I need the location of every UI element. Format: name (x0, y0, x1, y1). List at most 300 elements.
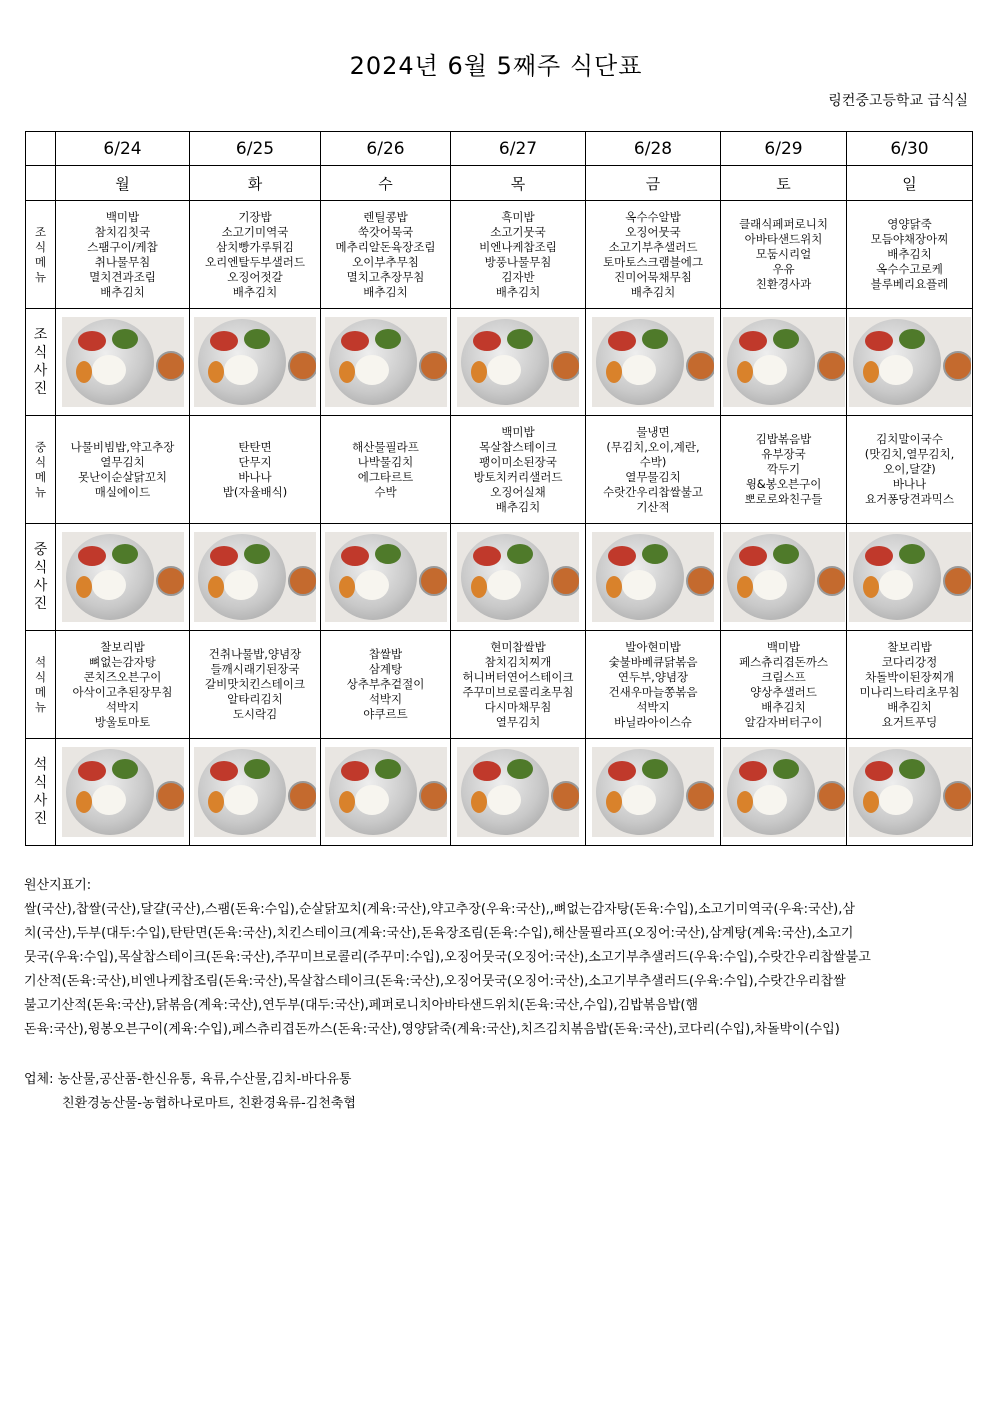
food-bowl (551, 351, 579, 381)
lunch-menu-cell (586, 416, 721, 524)
menu-item: 오리엔탈두부샐러드 (205, 254, 305, 269)
food-rice (224, 355, 258, 385)
origin-line: 불고기산적(돈육:국산),닭볶음(계육:국산),연두부(대두:국산),페퍼로니치아바타샌드위치(돈육:국산,수입),김밥볶음밥(햄 (24, 998, 699, 1013)
menu-items (721, 416, 846, 523)
meal-photo (592, 747, 714, 837)
food-bowl (551, 566, 579, 596)
origin-line: 쌀(국산),찹쌀(국산),달걀(국산),스팸(돈육:수입),순살닭꼬치(계육:국산),약고추장(우육:국산),,뼈없는감자탕(돈육:수입),소고기미역국(우육:국산),삼 (24, 902, 855, 917)
meal-photo (849, 532, 971, 622)
menu-item: 석박지 (636, 699, 670, 714)
food-rice (622, 570, 656, 600)
breakfast-photo-cell (721, 309, 847, 416)
row-label-char: 메 (34, 469, 47, 484)
food-side1 (865, 546, 893, 566)
lunch-menu-cell (721, 416, 847, 524)
food-side2 (112, 759, 138, 779)
menu-items (190, 201, 320, 308)
dinner-menu-cell (451, 631, 586, 739)
menu-item: 오이부추무침 (352, 254, 419, 269)
meal-photo (457, 747, 579, 837)
lunch-photo-cell (451, 524, 586, 631)
meal-photo (723, 532, 845, 622)
food-side2 (244, 544, 270, 564)
dinner-menu-cell (586, 631, 721, 739)
menu-item: 렌틸콩밥 (363, 209, 408, 224)
food-side1 (78, 761, 106, 781)
menu-item: 배추김치 (100, 284, 145, 299)
food-side2 (112, 329, 138, 349)
food-bowl (686, 351, 714, 381)
menu-item: 멸치견과조림 (89, 269, 156, 284)
menu-item: 김밥볶음밥 (755, 432, 812, 446)
row-label-char: 석 (33, 757, 48, 773)
food-side3 (76, 791, 92, 813)
menu-item: 찹쌀밥 (368, 647, 403, 661)
meal-photo (592, 317, 714, 407)
menu-item: 페스츄리겹돈까스 (739, 654, 828, 669)
food-bowl (817, 781, 845, 811)
school-name: 링컨중고등학교 급식실 (828, 93, 968, 109)
food-bowl (156, 566, 184, 596)
food-bowl (686, 566, 714, 596)
food-bowl (288, 781, 316, 811)
menu-item: 옥수수알밥 (625, 209, 681, 224)
menu-item: 유부장국 (761, 447, 806, 461)
food-bowl (943, 566, 971, 596)
dinner-photo-cell (586, 739, 721, 846)
menu-items (847, 416, 972, 523)
menu-items (451, 416, 585, 523)
food-side3 (339, 576, 355, 598)
food-bowl (419, 351, 447, 381)
lunch-menu-cell (190, 416, 321, 524)
menu-item: 찰보리밥 (887, 639, 932, 654)
lunch-photo-cell (721, 524, 847, 631)
food-side3 (208, 576, 224, 598)
menu-items (451, 201, 585, 308)
weekday-cell: 일 (847, 166, 973, 201)
menu-item: 백미밥 (766, 639, 801, 654)
menu-item: 참치김치찌개 (484, 654, 552, 669)
menu-items (586, 416, 720, 523)
menu-item: 알감자버터구이 (744, 714, 823, 729)
menu-items (847, 201, 972, 308)
food-bowl (943, 781, 971, 811)
food-rice (355, 785, 389, 815)
menu-item: 팽이미소된장국 (479, 454, 557, 469)
meal-photo (325, 317, 447, 407)
breakfast-menu-cell (451, 201, 586, 309)
food-side1 (210, 761, 238, 781)
breakfast-menu-cell (190, 201, 321, 309)
lunch-menu-cell (56, 416, 190, 524)
date-cell: 6/24 (56, 132, 190, 166)
food-rice (92, 785, 126, 815)
menu-item: 상추부추겉절이 (346, 677, 425, 691)
breakfast-photo-cell (586, 309, 721, 416)
food-rice (224, 570, 258, 600)
row-label-char: 진 (33, 811, 48, 827)
menu-item: 찰보리밥 (100, 639, 145, 654)
vendor-line: 업체: 농산물,공산품-한신유통, 육류,수산물,김치-바다유통 (24, 1072, 352, 1087)
food-bowl (943, 351, 971, 381)
row-label (26, 201, 56, 309)
origin-heading: 원산지표기: (24, 878, 92, 893)
menu-item: 소고기미역국 (221, 224, 289, 239)
date-cell: 6/26 (321, 132, 451, 166)
menu-items (56, 201, 189, 308)
food-side2 (244, 759, 270, 779)
meal-photo (194, 747, 316, 837)
menu-item: 수박 (374, 484, 397, 499)
menu-item: 건취나물밥,양념장 (208, 647, 302, 661)
menu-item: 현미찹쌀밥 (490, 639, 546, 654)
food-rice (753, 355, 787, 385)
menu-item: 뼈없는감자탕 (89, 654, 156, 669)
food-side2 (899, 329, 925, 349)
food-side1 (210, 331, 238, 351)
menu-item: 멸치고추장무침 (346, 269, 425, 284)
meal-photo (62, 747, 184, 837)
breakfast-photo-cell (847, 309, 973, 416)
food-rice (879, 570, 913, 600)
food-side3 (863, 791, 879, 813)
row-label (26, 416, 56, 524)
food-side3 (737, 791, 753, 813)
row-label-char: 식 (34, 454, 47, 469)
lunch-photo-cell (56, 524, 190, 631)
lunch-photo-cell (847, 524, 973, 631)
menu-item: 삼계탕 (368, 662, 403, 676)
vendor-line: 친환경농산물-농협하나로마트, 친환경육류-김천축협 (62, 1096, 356, 1111)
row-label-char: 중 (33, 542, 48, 558)
row-label (26, 309, 56, 416)
food-side3 (863, 361, 879, 383)
lunch-photo-cell (586, 524, 721, 631)
menu-item: 도시락김 (232, 707, 278, 721)
menu-item: 배추김치 (363, 284, 408, 299)
menu-item: 백미밥 (501, 424, 535, 439)
menu-item: 바닐라아이스슈 (614, 714, 692, 729)
row-label-char: 뉴 (34, 699, 47, 714)
menu-item: 김치말이국수 (876, 432, 943, 446)
menu-item: 친환경사과 (755, 277, 812, 291)
corner-cell (26, 166, 56, 201)
menu-items (721, 631, 846, 738)
menu-item: 참치김칫국 (94, 224, 151, 239)
menu-items (56, 631, 189, 738)
meal-photo (849, 747, 971, 837)
menu-item: 코다리강정 (881, 654, 938, 669)
food-rice (92, 355, 126, 385)
food-rice (879, 355, 913, 385)
row-label-char: 메 (34, 254, 47, 269)
meal-photo (325, 747, 447, 837)
row-label-char: 사 (33, 793, 48, 809)
menu-item: 오징어젓갈 (227, 269, 283, 284)
menu-item: 배추김치 (887, 247, 932, 261)
menu-item: 미나리느타리초무침 (859, 684, 960, 699)
breakfast-menu-cell (586, 201, 721, 309)
menu-items (451, 631, 585, 738)
meal-photo (723, 317, 845, 407)
meal-photo (194, 532, 316, 622)
menu-item: 기산적 (636, 499, 670, 514)
food-bowl (686, 781, 714, 811)
meal-photo (194, 317, 316, 407)
meal-photo (592, 532, 714, 622)
menu-item: 열무김치 (495, 714, 541, 729)
food-rice (92, 570, 126, 600)
date-cell: 6/28 (586, 132, 721, 166)
menu-item: 양상추샐러드 (750, 684, 817, 699)
menu-item: 바나나 (892, 477, 927, 491)
vendor-info (24, 1068, 356, 1116)
lunch-photo-row (26, 524, 973, 631)
row-label-char: 식 (34, 669, 47, 684)
row-label-char: 사 (33, 578, 48, 594)
row-label (26, 739, 56, 846)
breakfast-menu-cell (321, 201, 451, 309)
food-side1 (341, 331, 369, 351)
lunch-photo-cell (321, 524, 451, 631)
menu-item: 소고기뭇국 (490, 224, 546, 239)
food-rice (753, 570, 787, 600)
food-side2 (899, 759, 925, 779)
food-side3 (76, 576, 92, 598)
date-cell: 6/30 (847, 132, 973, 166)
menu-items (586, 631, 720, 738)
food-rice (487, 570, 521, 600)
food-side1 (865, 761, 893, 781)
menu-item: 배추김치 (495, 499, 541, 514)
menu-item: 토마토스크램블에그 (603, 254, 703, 269)
food-side3 (471, 791, 487, 813)
dinner-menu-cell (56, 631, 190, 739)
breakfast-photo-cell (190, 309, 321, 416)
menu-item: 목살찹스테이크 (479, 439, 557, 454)
menu-item: 방토치커리샐러드 (473, 469, 563, 484)
origin-line: 기산적(돈육:국산),비엔나케찹조림(돈육:국산),목살찹스테이크(돈육:국산),오징어뭇국(오징어:국산),소고기부추샐러드(우육:수입),수랏간우리찹쌀 (24, 974, 846, 989)
food-side3 (606, 791, 622, 813)
row-label-char: 메 (34, 684, 47, 699)
row-label-char: 식 (33, 560, 48, 576)
menu-item: 요거트푸딩 (881, 714, 938, 729)
food-side1 (739, 761, 767, 781)
dinner-menu-cell (321, 631, 451, 739)
meal-photo (457, 317, 579, 407)
food-side1 (608, 331, 636, 351)
menu-item: 오이,달걀) (883, 462, 936, 476)
menu-item: 블루베리요플레 (870, 277, 949, 291)
dinner-photo-row (26, 739, 973, 846)
food-side3 (471, 361, 487, 383)
food-side1 (608, 761, 636, 781)
menu-item: 탄탄면 (238, 439, 272, 454)
menu-item: 건새우마늘쫑볶음 (608, 684, 698, 699)
food-side2 (642, 329, 668, 349)
menu-items (56, 416, 189, 523)
row-label-char: 진 (33, 381, 48, 397)
food-side3 (737, 576, 753, 598)
breakfast-photo-row (26, 309, 973, 416)
weekday-cell: 목 (451, 166, 586, 201)
row-label-char: 중 (34, 439, 47, 454)
food-side1 (341, 761, 369, 781)
food-rice (487, 355, 521, 385)
menu-item: 요거퐁당견과믹스 (865, 492, 954, 506)
menu-item: 방풍나물무침 (484, 254, 552, 269)
menu-item: 삼치빵가루튀김 (216, 239, 294, 254)
menu-item: 수박) (639, 454, 667, 469)
menu-item: 방울토마토 (94, 714, 151, 729)
menu-item: 단무지 (238, 454, 272, 469)
food-side3 (208, 791, 224, 813)
weekday-cell: 토 (721, 166, 847, 201)
row-label-char: 식 (33, 345, 48, 361)
row-label-char: 식 (33, 775, 48, 791)
food-side3 (339, 791, 355, 813)
menu-item: 나박물김치 (357, 454, 414, 469)
menu-item: 에그타르트 (357, 469, 414, 484)
breakfast-menu-cell (721, 201, 847, 309)
menu-item: 주꾸미브로콜리초무침 (462, 684, 574, 699)
food-bowl (817, 351, 845, 381)
corner-cell (26, 132, 56, 166)
food-side2 (112, 544, 138, 564)
food-side2 (642, 759, 668, 779)
meal-photo (849, 317, 971, 407)
row-label-char: 진 (33, 596, 48, 612)
food-side3 (471, 576, 487, 598)
food-bowl (288, 566, 316, 596)
dinner-photo-cell (321, 739, 451, 846)
row-label-char: 조 (34, 224, 47, 239)
menu-items (721, 201, 846, 308)
menu-items (321, 416, 450, 523)
dinner-photo-cell (451, 739, 586, 846)
food-side3 (339, 361, 355, 383)
menu-item: 영양닭죽 (887, 217, 932, 231)
menu-item: 오징어뭇국 (625, 224, 681, 239)
lunch-menu-cell (847, 416, 973, 524)
food-side2 (507, 329, 533, 349)
menu-item: 숯불바베큐닭볶음 (608, 654, 698, 669)
food-side2 (375, 329, 401, 349)
menu-item: 석박지 (368, 692, 403, 706)
breakfast-photo-cell (451, 309, 586, 416)
menu-item: 뽀로로와친구들 (744, 492, 823, 506)
menu-items (586, 201, 720, 308)
menu-item: 윙&봉오븐구이 (745, 477, 822, 491)
food-side2 (899, 544, 925, 564)
dinner-menu-row (26, 631, 973, 739)
weekday-cell: 수 (321, 166, 451, 201)
row-label-char: 석 (34, 654, 47, 669)
food-side1 (78, 546, 106, 566)
menu-item: 수랏간우리찹쌀불고 (603, 484, 703, 499)
dinner-photo-cell (56, 739, 190, 846)
date-row (26, 132, 973, 166)
food-side2 (375, 759, 401, 779)
food-rice (622, 785, 656, 815)
food-side2 (375, 544, 401, 564)
menu-item: 취나물무침 (94, 254, 151, 269)
origin-line: 치(국산),두부(대두:수입),탄탄면(돈육:국산),치킨스테이크(계육:국산),돈육장조림(돈육:수입),해산물필라프(오징어:국산),삼계탕(계육:국산),소고기 (24, 926, 854, 941)
menu-items (847, 631, 972, 738)
menu-item: 열무물김치 (625, 469, 681, 484)
meal-photo (325, 532, 447, 622)
date-cell: 6/25 (190, 132, 321, 166)
food-side3 (606, 576, 622, 598)
breakfast-photo-cell (321, 309, 451, 416)
food-rice (355, 570, 389, 600)
menu-item: 발아현미밥 (625, 639, 681, 654)
weekday-row (26, 166, 973, 201)
menu-item: 우유 (772, 262, 795, 276)
menu-item: 알타리김치 (227, 692, 283, 706)
food-side1 (739, 331, 767, 351)
food-side3 (76, 361, 92, 383)
menu-items (321, 201, 450, 308)
menu-item: 옥수수고로케 (876, 262, 943, 276)
menu-item: 야쿠르트 (363, 707, 408, 721)
menu-item: 나물비빔밥,약고추장 (70, 439, 175, 454)
menu-item: 모둠시리얼 (755, 247, 812, 261)
food-bowl (288, 351, 316, 381)
menu-item: 해산물필라프 (352, 439, 419, 454)
row-label-char: 식 (34, 239, 47, 254)
food-rice (879, 785, 913, 815)
row-label-char: 뉴 (34, 484, 47, 499)
menu-item: 석박지 (105, 699, 140, 714)
dinner-menu-cell (190, 631, 321, 739)
menu-item: 못난이순살닭꼬치 (78, 469, 167, 484)
lunch-menu-cell (451, 416, 586, 524)
food-bowl (156, 351, 184, 381)
menu-item: 물냉면 (636, 424, 670, 439)
food-side2 (507, 544, 533, 564)
breakfast-photo-cell (56, 309, 190, 416)
breakfast-menu-row (26, 201, 973, 309)
menu-item: 갈비맛치킨스테이크 (205, 677, 305, 691)
menu-item: (맛김치,열무김치, (864, 447, 955, 461)
dinner-menu-cell (721, 631, 847, 739)
menu-item: 소고기부추샐러드 (608, 239, 698, 254)
dinner-photo-cell (721, 739, 847, 846)
food-side1 (473, 761, 501, 781)
food-bowl (419, 781, 447, 811)
lunch-menu-row (26, 416, 973, 524)
meal-photo (457, 532, 579, 622)
menu-item: 연두부,양념장 (617, 669, 689, 684)
menu-item: 모듬야채장아찌 (870, 232, 949, 246)
food-bowl (156, 781, 184, 811)
menu-item: 매실에이드 (94, 484, 151, 499)
breakfast-menu-cell (56, 201, 190, 309)
menu-item: 깍두기 (766, 462, 801, 476)
row-label (26, 631, 56, 739)
menu-item: 허니버터연어스테이크 (462, 669, 574, 684)
food-side2 (773, 759, 799, 779)
menu-item: 밥(자율배식) (222, 484, 288, 499)
row-label-char: 사 (33, 363, 48, 379)
menu-item: 스팸구이/케찹 (87, 239, 158, 254)
origin-notes (24, 874, 970, 1042)
menu-item: 크림스프 (761, 669, 806, 684)
row-label-char: 뉴 (34, 269, 47, 284)
menu-item: 아바타샌드위치 (744, 232, 823, 246)
